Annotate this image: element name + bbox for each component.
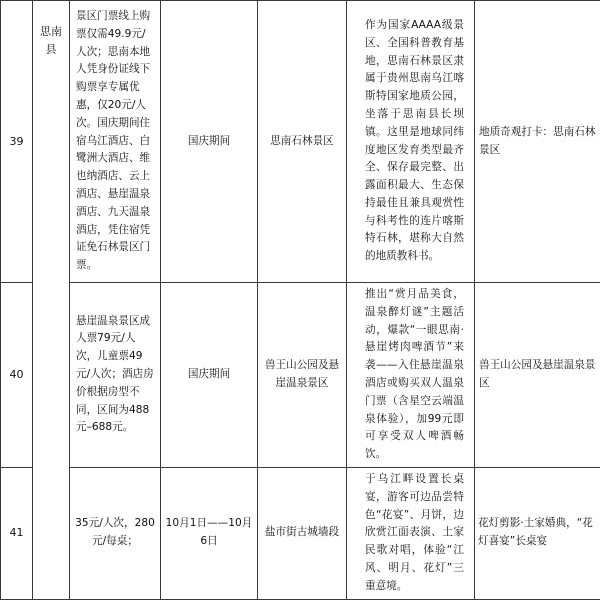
feature-cell: 兽王山公园及悬崖温泉景区: [475, 283, 600, 468]
activity-cell: 作为国家AAAA级景区、全国科普教育基地，思南石林景区隶属于贵州思南乌江喀斯特国家地质公园，坐落于思南县长坝镇。这里是地球同纬度地区发育类型最齐全、保存最完整、出露面积最大、生态保持最佳且兼具观赏性与科考性的连片喀斯特石林，堪称大自然的地质教科书。: [347, 1, 475, 283]
activity-cell: 于乌江畔设置长桌宴，游客可边品尝特色“花宴”、月饼，边欣赏江面表演、土家民歌对唱，体验“江风、明月、花灯”三重意境。: [347, 467, 475, 599]
time-cell: 国庆期间: [161, 1, 258, 283]
activity-cell: 推出“赏月品美食，温泉醉灯谜”主题活动，爆款“一眼思南·悬崖烤肉啤酒节”来袭——入住悬崖温泉酒店或购买双人温泉门票（含星空云端温泉体验），加99元即可享受双人啤酒畅饮。: [347, 283, 475, 468]
price-cell: 35元/人次，280元/每桌；: [70, 467, 161, 599]
place-cell: 兽王山公园及悬崖温泉景区: [258, 283, 347, 468]
place-cell: 思南石林景区: [258, 1, 347, 283]
row-number: 41: [1, 467, 33, 599]
feature-cell: 地质奇观打卡：思南石林景区: [475, 1, 600, 283]
place-cell: 盐市街古城墙段: [258, 467, 347, 599]
table-row: [1, 1, 600, 283]
time-cell: 10月1日——10月6日: [161, 467, 258, 599]
price-cell: 悬崖温泉景区成人票79元/人次，儿童票49元/人次；酒店房价根据房型不同，区间为488元–688元。: [70, 283, 161, 468]
time-cell: 国庆期间: [161, 283, 258, 468]
table-row: [1, 467, 600, 599]
price-cell: 景区门票线上购票仅需49.9元/人次；思南本地人凭身份证线下购票享专属优惠，仅20元/人次。国庆期间住宿乌江酒店、白鹭洲大酒店、维也纳酒店、云上酒店、悬崖温泉酒店、九天温泉酒店，凭住宿凭证免石林景区门票。: [70, 1, 161, 283]
table-row: [1, 283, 600, 468]
county-cell: 思南县: [33, 1, 70, 600]
feature-cell: 花灯剪影·土家婚典，“花灯喜宴”长桌宴: [475, 467, 600, 599]
row-number: 39: [1, 1, 33, 283]
row-number: 40: [1, 283, 33, 468]
